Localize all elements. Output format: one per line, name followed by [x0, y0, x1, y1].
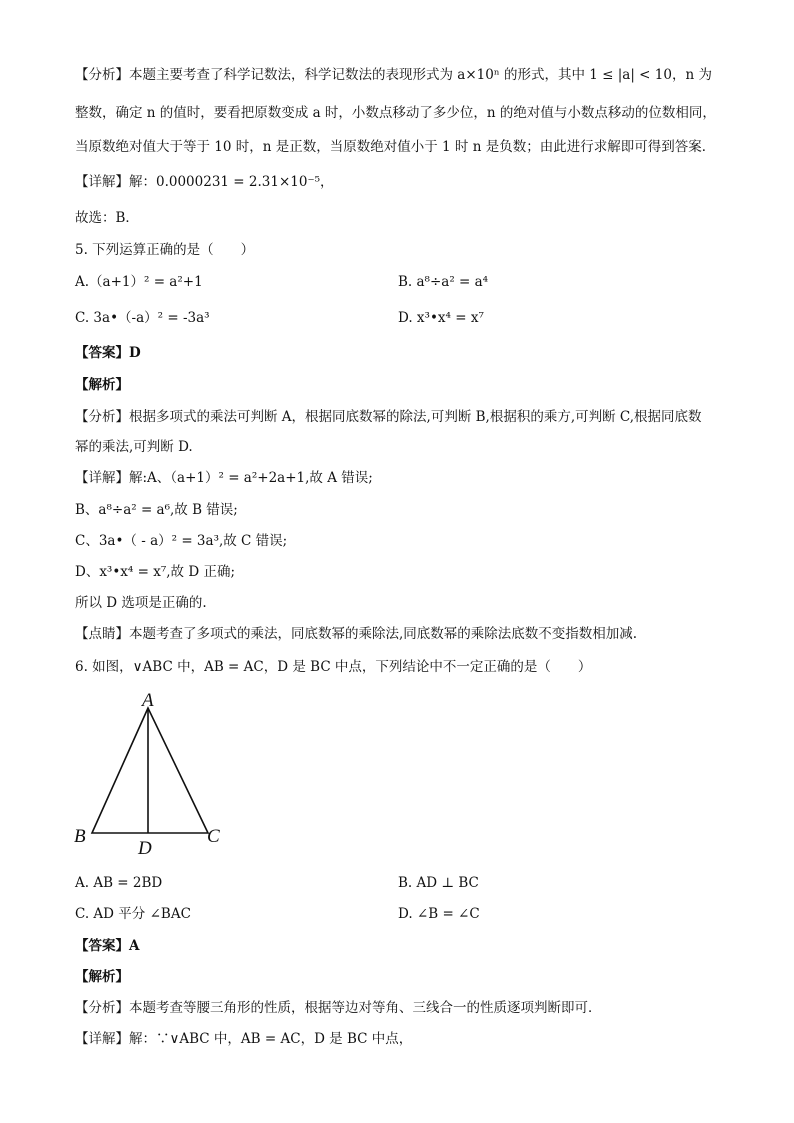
- point-d-label: D: [138, 838, 152, 858]
- triangle-figure: [70, 688, 230, 858]
- q6-option-d: D. ∠B = ∠C: [398, 906, 480, 922]
- question-6: 6. 如图，∨ABC 中，AB = AC，D 是 BC 中点，下列结论中不一定正确的是（ ）: [75, 659, 592, 675]
- q5-analysis-2: 幂的乘法,可判断 D.: [75, 439, 193, 455]
- q6-detail: 【详解】解：∵∨ABC 中，AB = AC，D 是 BC 中点，: [75, 1031, 413, 1047]
- q5-option-b: B. a⁸÷a² = a⁴: [398, 274, 489, 290]
- q5-option-c: C. 3a•（-a）² = -3a³: [75, 310, 210, 326]
- choice-line: 故选：B．: [75, 210, 139, 226]
- question-5: 5. 下列运算正确的是（ ）: [75, 242, 255, 258]
- q5-detail-c: C、3a•（ - a）² = 3a³,故 C 错误;: [75, 533, 288, 549]
- q5-explanation-heading: 【解析】: [75, 377, 129, 393]
- vertex-b-label: B: [74, 826, 86, 847]
- q5-detail-b: B、a⁸÷a² = a⁶,故 B 错误;: [75, 502, 238, 518]
- analysis-line-3: 当原数绝对值大于等于 10 时，n 是正数，当原数绝对值小于 1 时 n 是负数；由此进行求解即可得到答案．: [75, 139, 716, 155]
- q6-explanation-heading: 【解析】: [75, 969, 129, 985]
- q5-comment: 【点睛】本题考查了多项式的乘法，同底数幂的乘除法,同底数幂的乘除法底数不变指数相加减.: [75, 626, 638, 642]
- q6-answer: 【答案】A: [75, 938, 140, 954]
- q6-option-b: B. AD ⊥ BC: [398, 875, 479, 891]
- q5-detail-a: 【详解】解:A、（a+1）² = a²+2a+1,故 A 错误;: [75, 470, 373, 486]
- q5-detail-d: D、x³•x⁴ = x⁷,故 D 正确;: [75, 564, 236, 580]
- q5-answer: 【答案】D: [75, 345, 141, 361]
- q6-option-a: A. AB = 2BD: [75, 875, 163, 891]
- q6-analysis: 【分析】本题考查等腰三角形的性质，根据等边对等角、三线合一的性质逐项判断即可．: [75, 1000, 602, 1016]
- analysis-line-2: 整数，确定 n 的值时，要看把原数变成 a 时，小数点移动了多少位，n 的绝对值与小数点移动的位数相同，: [75, 105, 716, 121]
- vertex-c-label: C: [207, 826, 220, 847]
- triangle-abc: [92, 708, 208, 833]
- solution-line: 【详解】解：0.0000231 = 2.31×10⁻⁵，: [75, 174, 334, 190]
- q6-option-c: C. AD 平分 ∠BAC: [75, 906, 191, 922]
- analysis-line-1: 【分析】本题主要考查了科学记数法，科学记数法的表现形式为 a×10ⁿ 的形式，其中 1 ≤ |a| < 10，n 为: [75, 67, 712, 83]
- q5-analysis-1: 【分析】根据多项式的乘法可判断 A，根据同底数幂的除法,可判断 B,根据积的乘方,可判断 C,根据同底数: [75, 409, 702, 425]
- vertex-a-label: A: [142, 690, 154, 711]
- q5-option-d: D. x³•x⁴ = x⁷: [398, 310, 484, 326]
- q5-option-a: A.（a+1）² = a²+1: [75, 274, 203, 290]
- q5-conclusion: 所以 D 选项是正确的.: [75, 595, 207, 611]
